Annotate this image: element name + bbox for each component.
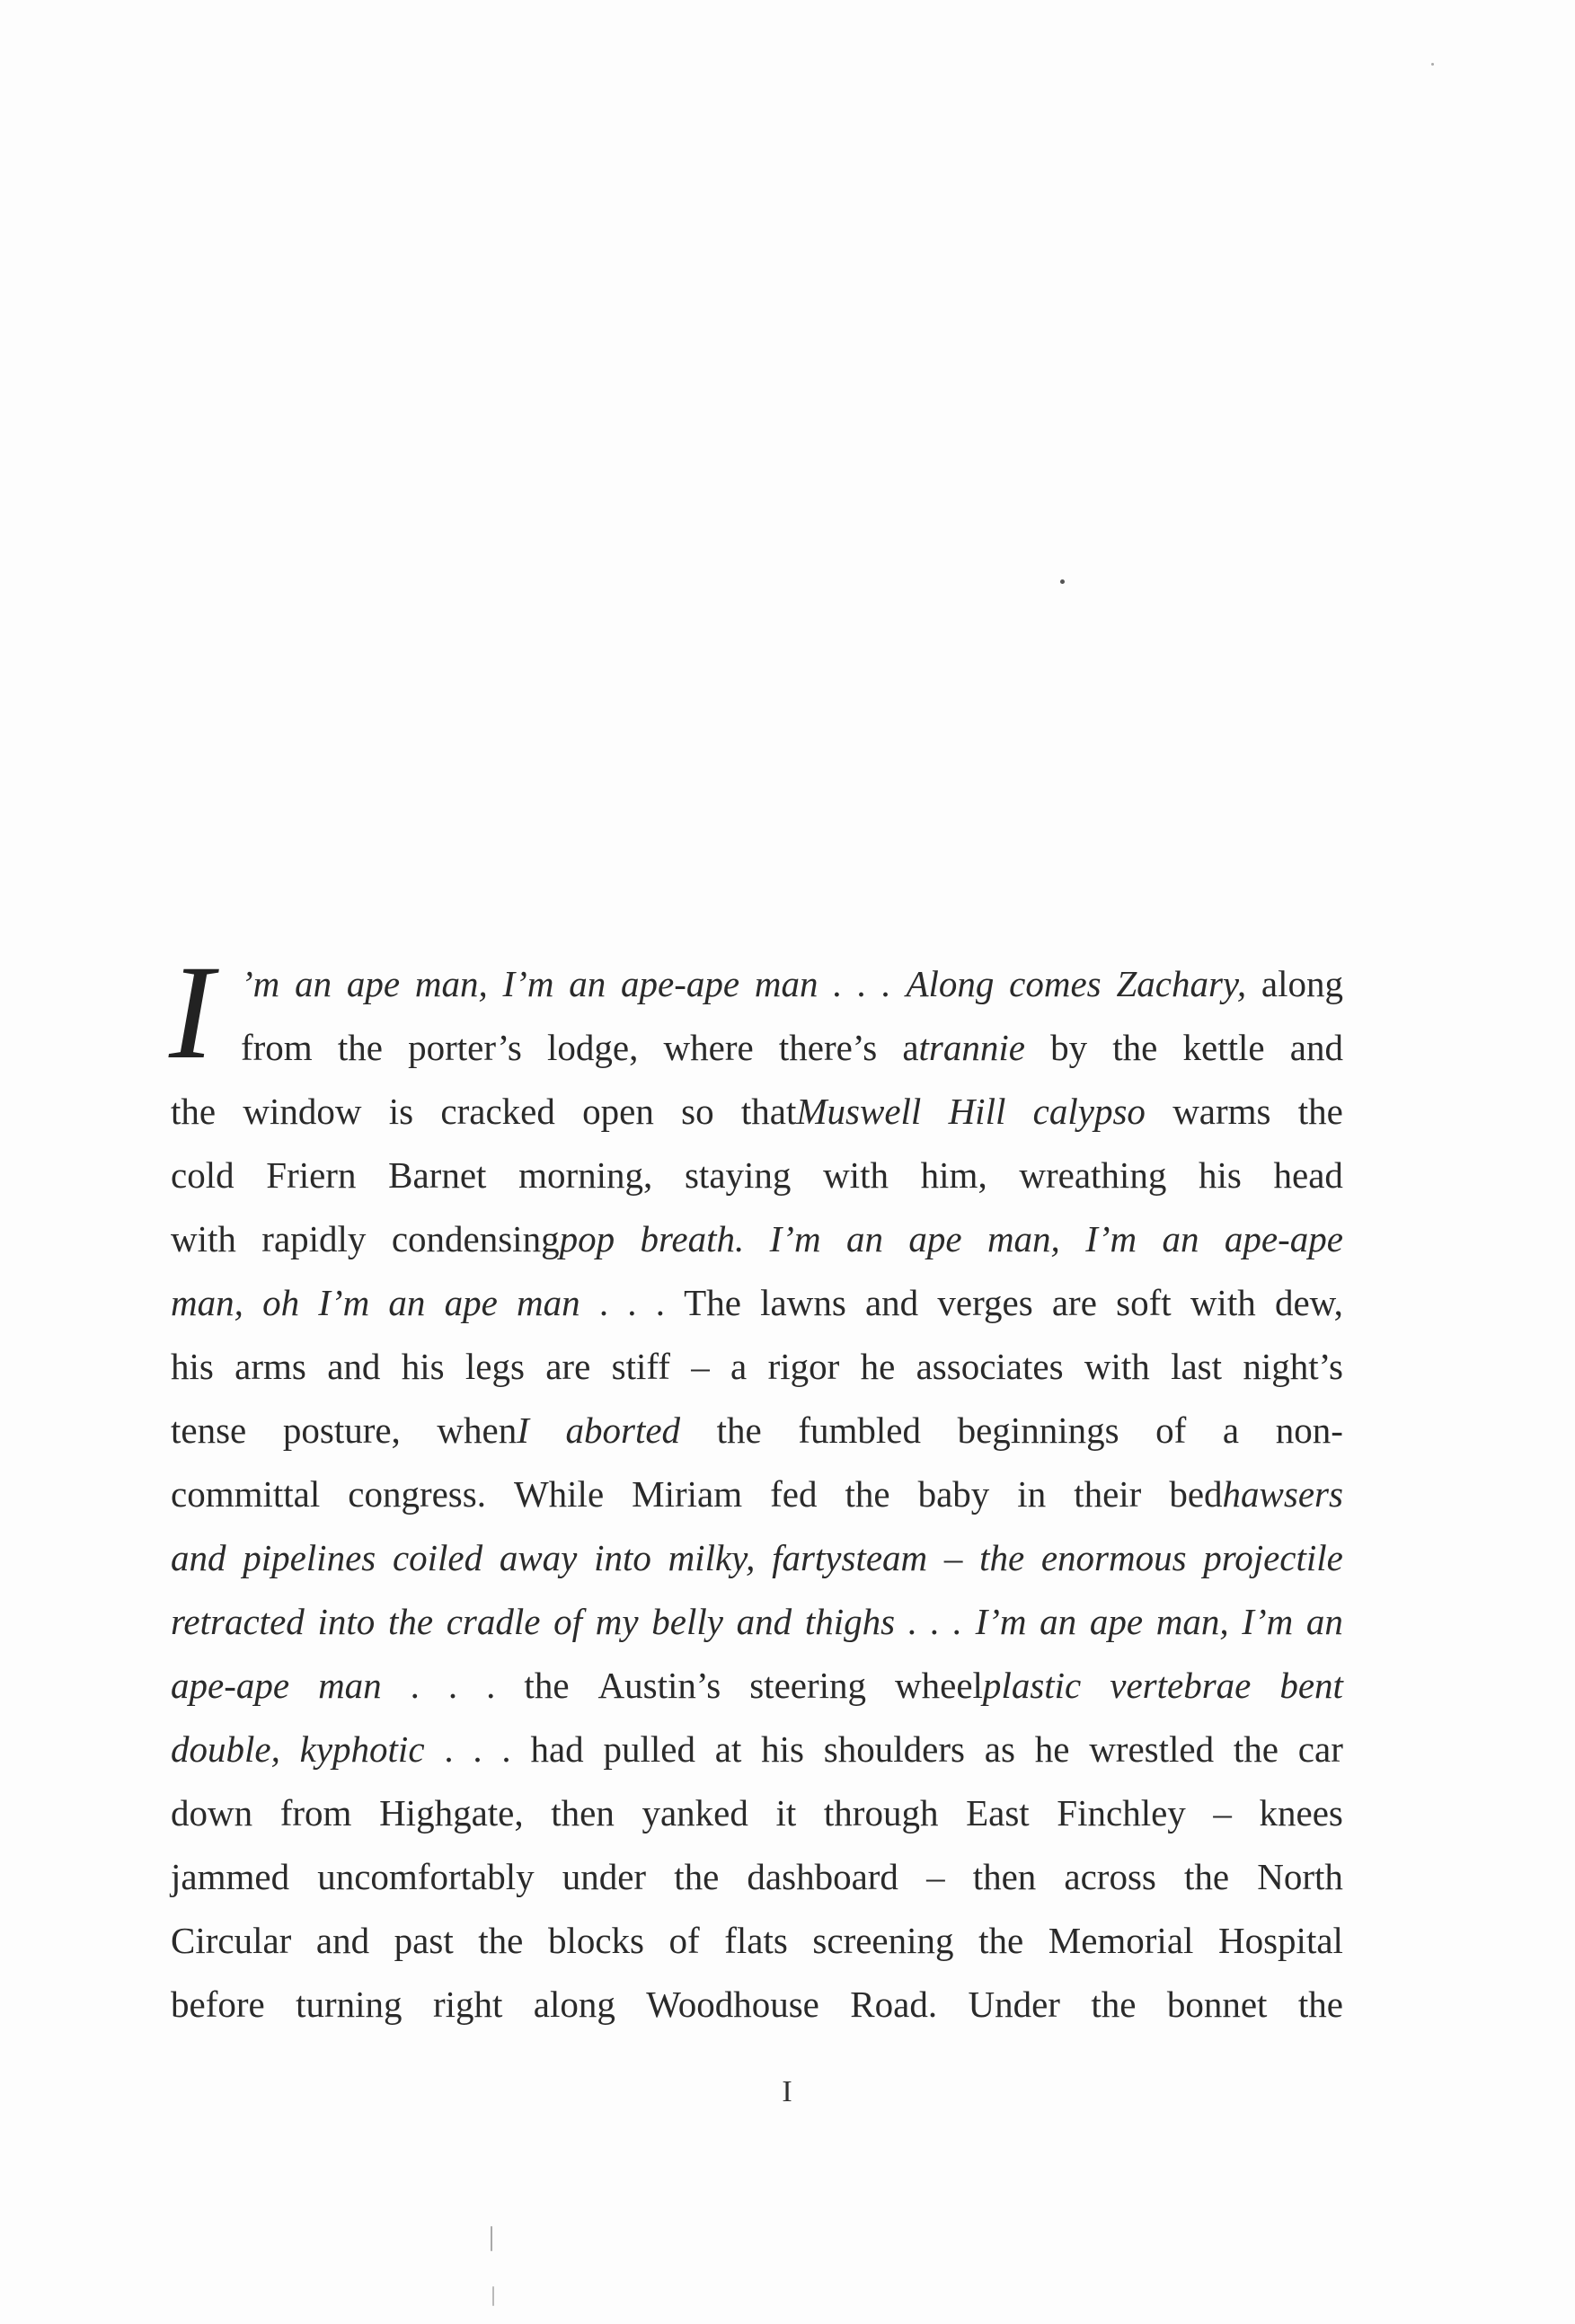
word: their bbox=[1074, 1473, 1142, 1515]
word: an bbox=[1162, 1218, 1199, 1259]
word: the bbox=[171, 1091, 217, 1132]
word: belly bbox=[651, 1601, 723, 1642]
text-line bbox=[171, 1335, 1343, 1399]
word: yanked bbox=[642, 1792, 748, 1834]
word: with bbox=[1084, 1346, 1150, 1387]
word: through bbox=[823, 1792, 939, 1834]
word: lodge, bbox=[547, 1027, 639, 1068]
body-text bbox=[169, 938, 1343, 2037]
word: . bbox=[598, 1282, 609, 1323]
word: of bbox=[1155, 1409, 1187, 1451]
word: are bbox=[545, 1346, 591, 1387]
word: and bbox=[1289, 1027, 1343, 1068]
word: ape bbox=[346, 963, 401, 1004]
word: condensingpop bbox=[391, 1218, 615, 1259]
word: the bbox=[1184, 1856, 1230, 1897]
word: the bbox=[674, 1856, 720, 1897]
word: ape bbox=[1089, 1601, 1144, 1642]
word: lawns bbox=[760, 1282, 846, 1323]
word: past bbox=[394, 1920, 454, 1961]
word: vertebrae bbox=[1110, 1665, 1252, 1706]
word: fed bbox=[770, 1473, 818, 1515]
word: kyphotic bbox=[299, 1728, 425, 1770]
word: . bbox=[447, 1665, 458, 1706]
word: beginnings bbox=[957, 1409, 1119, 1451]
text-line bbox=[171, 1207, 1343, 1271]
word: coiled bbox=[392, 1537, 483, 1578]
word: along bbox=[533, 1984, 615, 2025]
word: Highgate, bbox=[379, 1792, 524, 1834]
word: pulled bbox=[603, 1728, 695, 1770]
word: is bbox=[388, 1091, 414, 1132]
word: an bbox=[1040, 1601, 1077, 1642]
word: Miriam bbox=[632, 1473, 743, 1515]
word: then bbox=[551, 1792, 615, 1834]
word: rigor bbox=[767, 1346, 840, 1387]
word: wheelplastic bbox=[895, 1665, 1082, 1706]
word: I’m bbox=[1085, 1218, 1137, 1259]
scan-speck bbox=[1060, 579, 1065, 584]
word: there’s bbox=[778, 1027, 878, 1068]
word: dew, bbox=[1274, 1282, 1343, 1323]
word: window bbox=[243, 1091, 362, 1132]
word: Zachary, bbox=[1116, 963, 1247, 1004]
word: staying bbox=[684, 1154, 792, 1196]
word: . bbox=[952, 1601, 962, 1642]
drop-cap: I bbox=[169, 938, 214, 1087]
word: Along bbox=[906, 963, 995, 1004]
word: an bbox=[1305, 1601, 1343, 1642]
word: from bbox=[241, 1027, 313, 1068]
scan-speck bbox=[1431, 63, 1434, 66]
word: and bbox=[864, 1282, 919, 1323]
word: knees bbox=[1259, 1792, 1343, 1834]
word: cracked bbox=[440, 1091, 555, 1132]
word: verges bbox=[937, 1282, 1033, 1323]
word: retracted bbox=[171, 1601, 305, 1642]
text-line bbox=[171, 1973, 1343, 2037]
word: stiff bbox=[611, 1346, 670, 1387]
word: from bbox=[279, 1792, 352, 1834]
word: ape bbox=[908, 1218, 962, 1259]
word: Barnet bbox=[388, 1154, 487, 1196]
word: cradle bbox=[446, 1601, 541, 1642]
word: the bbox=[524, 1665, 570, 1706]
word: jammed bbox=[171, 1856, 290, 1897]
word: man bbox=[754, 963, 818, 1004]
text-line bbox=[171, 1909, 1343, 1973]
word: ape-ape bbox=[171, 1665, 290, 1706]
word: an bbox=[845, 1218, 883, 1259]
word: I’m bbox=[975, 1601, 1027, 1642]
word: away bbox=[499, 1537, 578, 1578]
word: arms bbox=[234, 1346, 306, 1387]
word: it bbox=[775, 1792, 797, 1834]
word: under bbox=[562, 1856, 647, 1897]
word: . bbox=[486, 1665, 496, 1706]
word: morning, bbox=[518, 1154, 653, 1196]
word: his bbox=[401, 1346, 445, 1387]
word: . bbox=[857, 963, 867, 1004]
word: and bbox=[171, 1537, 226, 1578]
word: Friern bbox=[266, 1154, 357, 1196]
word: breath. bbox=[640, 1218, 745, 1259]
word: he bbox=[1034, 1728, 1070, 1770]
word: . bbox=[655, 1282, 665, 1323]
word: pipelines bbox=[243, 1537, 376, 1578]
word: blocks bbox=[547, 1920, 644, 1961]
word: I’m bbox=[318, 1282, 370, 1323]
word: ape-ape bbox=[621, 963, 740, 1004]
word: an bbox=[295, 963, 332, 1004]
word: warms bbox=[1172, 1091, 1271, 1132]
word: . bbox=[410, 1665, 420, 1706]
word: congress. bbox=[348, 1473, 486, 1515]
text-line bbox=[171, 1271, 1343, 1335]
text-line bbox=[171, 1590, 1343, 1654]
word: the bbox=[845, 1473, 890, 1515]
word: the bbox=[979, 1537, 1025, 1578]
word: ape bbox=[444, 1282, 498, 1323]
word: Hill bbox=[948, 1091, 1006, 1132]
word: projectile bbox=[1203, 1537, 1343, 1578]
word: the bbox=[387, 1601, 434, 1642]
word: legs bbox=[465, 1346, 525, 1387]
word: him, bbox=[920, 1154, 987, 1196]
word: rapidly bbox=[261, 1218, 367, 1259]
word: the bbox=[716, 1409, 762, 1451]
word: of bbox=[553, 1601, 583, 1642]
word: by bbox=[1050, 1027, 1088, 1068]
word: had bbox=[530, 1728, 584, 1770]
word: man, bbox=[171, 1282, 243, 1323]
word: porter’s bbox=[408, 1027, 522, 1068]
word: wreathing bbox=[1019, 1154, 1167, 1196]
word: thighs bbox=[804, 1601, 896, 1642]
word: head bbox=[1273, 1154, 1343, 1196]
scan-speck bbox=[492, 2286, 494, 2306]
word: . bbox=[930, 1601, 940, 1642]
word: The bbox=[684, 1282, 741, 1323]
word: across bbox=[1064, 1856, 1156, 1897]
word: I’m bbox=[769, 1218, 821, 1259]
scan-speck bbox=[491, 2226, 492, 2251]
word: kettle bbox=[1182, 1027, 1265, 1068]
text-line bbox=[171, 1654, 1343, 1718]
word: Hospital bbox=[1217, 1920, 1343, 1961]
word: fartysteam bbox=[772, 1537, 928, 1578]
word: non- bbox=[1275, 1409, 1343, 1451]
word: double, bbox=[171, 1728, 280, 1770]
word: baby bbox=[917, 1473, 990, 1515]
word: are bbox=[1051, 1282, 1097, 1323]
word: I’m bbox=[1242, 1601, 1294, 1642]
word: Austin’s bbox=[597, 1665, 721, 1706]
word: and bbox=[327, 1346, 381, 1387]
word: calypso bbox=[1032, 1091, 1146, 1132]
word: man, bbox=[1155, 1601, 1229, 1642]
word: dashboard bbox=[747, 1856, 898, 1897]
word: his bbox=[171, 1346, 214, 1387]
word: open bbox=[582, 1091, 654, 1132]
word: Woodhouse bbox=[646, 1984, 819, 2025]
word: the bbox=[978, 1920, 1024, 1961]
word: the bbox=[337, 1027, 383, 1068]
word: last bbox=[1171, 1346, 1223, 1387]
word: tense bbox=[171, 1409, 247, 1451]
word: a bbox=[730, 1346, 748, 1387]
word: the bbox=[1297, 1984, 1343, 2025]
word: committal bbox=[171, 1473, 321, 1515]
word: Circular bbox=[171, 1920, 292, 1961]
text-line bbox=[171, 1781, 1343, 1845]
word: down bbox=[171, 1792, 253, 1834]
word: the bbox=[1233, 1728, 1279, 1770]
word: the bbox=[1112, 1027, 1158, 1068]
word: – bbox=[691, 1346, 710, 1387]
word: fumbled bbox=[798, 1409, 921, 1451]
word: North bbox=[1257, 1856, 1343, 1897]
text-line bbox=[171, 1845, 1343, 1909]
word: . bbox=[501, 1728, 511, 1770]
word: associates bbox=[916, 1346, 1064, 1387]
word: . bbox=[881, 963, 891, 1004]
word: along bbox=[1261, 963, 1343, 1004]
word: and bbox=[736, 1601, 792, 1642]
word: he bbox=[860, 1346, 896, 1387]
word: . bbox=[627, 1282, 637, 1323]
word: then bbox=[972, 1856, 1037, 1897]
word: bent bbox=[1279, 1665, 1343, 1706]
word: flats bbox=[724, 1920, 788, 1961]
word: his bbox=[1199, 1154, 1242, 1196]
word: the bbox=[1091, 1984, 1137, 2025]
word: the bbox=[478, 1920, 524, 1961]
word: ape-ape bbox=[1224, 1218, 1343, 1259]
word: steering bbox=[749, 1665, 867, 1706]
word: bonnet bbox=[1166, 1984, 1268, 2025]
word: I’m bbox=[502, 963, 554, 1004]
word: atrannie bbox=[902, 1027, 1025, 1068]
text-line bbox=[171, 1399, 1343, 1462]
text-line bbox=[171, 1526, 1343, 1590]
word: ’m bbox=[241, 963, 280, 1004]
word: Road. bbox=[850, 1984, 938, 2025]
word: my bbox=[595, 1601, 639, 1642]
text-line bbox=[171, 1080, 1343, 1144]
word: at bbox=[714, 1728, 742, 1770]
word: and bbox=[315, 1920, 370, 1961]
word: an bbox=[388, 1282, 426, 1323]
word: a bbox=[1222, 1409, 1240, 1451]
word: right bbox=[432, 1984, 503, 2025]
word: before bbox=[171, 1984, 265, 2025]
word: an bbox=[569, 963, 606, 1004]
word: comes bbox=[1009, 963, 1102, 1004]
word: into bbox=[594, 1537, 651, 1578]
word: . bbox=[907, 1601, 917, 1642]
word: Finchley bbox=[1057, 1792, 1186, 1834]
word: whenI bbox=[437, 1409, 529, 1451]
text-line bbox=[171, 1462, 1343, 1526]
word: milky, bbox=[668, 1537, 756, 1578]
text-line bbox=[171, 1144, 1343, 1207]
word: car bbox=[1297, 1728, 1343, 1770]
word: as bbox=[984, 1728, 1015, 1770]
word: man bbox=[517, 1282, 580, 1323]
word: man bbox=[318, 1665, 382, 1706]
word: of bbox=[668, 1920, 700, 1961]
word: Memorial bbox=[1048, 1920, 1194, 1961]
page-number: I bbox=[782, 2075, 793, 2108]
word: shoulders bbox=[823, 1728, 965, 1770]
word: screening bbox=[812, 1920, 954, 1961]
text-line bbox=[171, 1016, 1343, 1080]
word: While bbox=[513, 1473, 605, 1515]
word: . bbox=[473, 1728, 482, 1770]
word: . bbox=[833, 963, 843, 1004]
word: with bbox=[1190, 1282, 1256, 1323]
word: into bbox=[317, 1601, 376, 1642]
word: his bbox=[761, 1728, 804, 1770]
word: man, bbox=[414, 963, 488, 1004]
word: so bbox=[681, 1091, 714, 1132]
word: the bbox=[1297, 1091, 1343, 1132]
word: Under bbox=[968, 1984, 1060, 2025]
word: . bbox=[444, 1728, 454, 1770]
word: with bbox=[823, 1154, 889, 1196]
word: – bbox=[926, 1856, 945, 1897]
word: turning bbox=[296, 1984, 403, 2025]
word: wrestled bbox=[1089, 1728, 1215, 1770]
word: in bbox=[1017, 1473, 1047, 1515]
word: man, bbox=[987, 1218, 1060, 1259]
word: East bbox=[966, 1792, 1030, 1834]
word: with bbox=[171, 1218, 236, 1259]
word: uncomfortably bbox=[317, 1856, 535, 1897]
word: aborted bbox=[565, 1409, 681, 1451]
word: posture, bbox=[282, 1409, 401, 1451]
text-line bbox=[171, 1718, 1343, 1781]
word: oh bbox=[262, 1282, 300, 1323]
word: – bbox=[1213, 1792, 1232, 1834]
word: night’s bbox=[1243, 1346, 1343, 1387]
word: – bbox=[943, 1537, 963, 1578]
word: soft bbox=[1116, 1282, 1172, 1323]
word: bedhawsers bbox=[1169, 1473, 1343, 1515]
word: where bbox=[663, 1027, 754, 1068]
word: thatMuswell bbox=[740, 1091, 922, 1132]
word: cold bbox=[171, 1154, 234, 1196]
word: enormous bbox=[1040, 1537, 1187, 1578]
